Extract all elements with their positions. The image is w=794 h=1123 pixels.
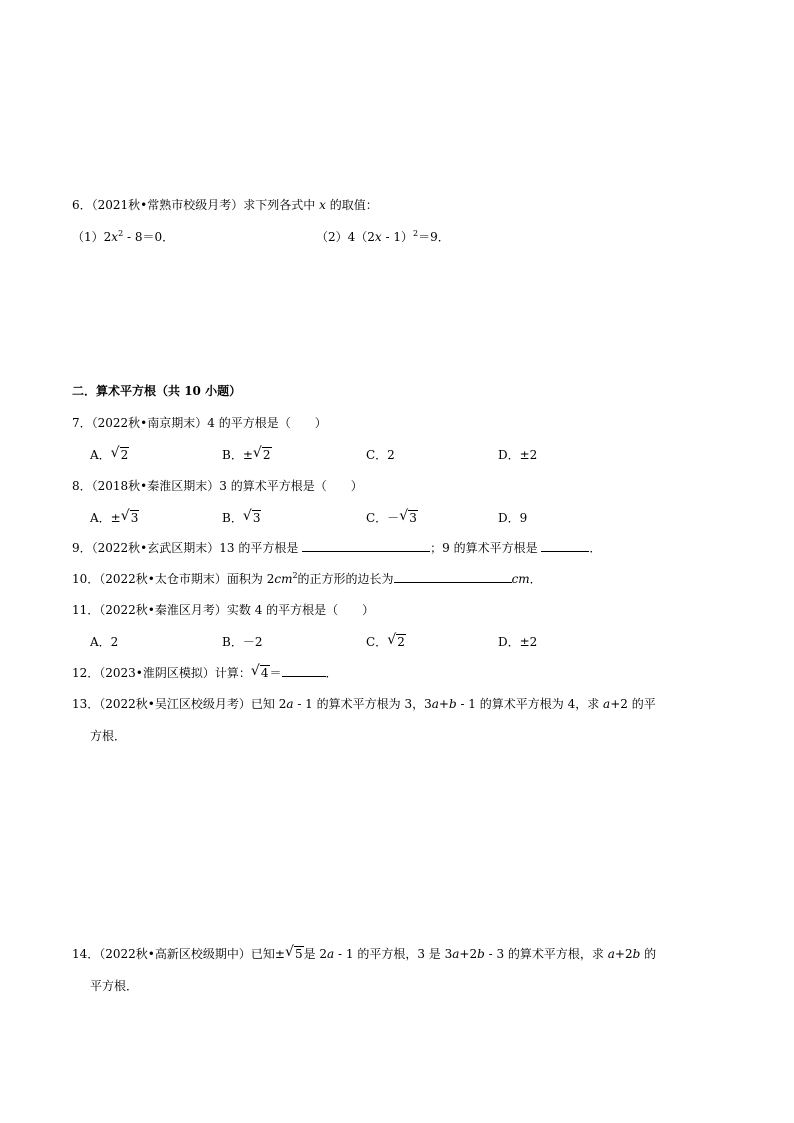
q13-b: - 1 的算术平方根为 3，3 bbox=[293, 697, 432, 711]
q6-number: 6． bbox=[72, 198, 92, 212]
q14-e: - 3 的算术平方根，求 bbox=[484, 947, 608, 961]
q11-option-d bbox=[498, 633, 537, 651]
question-11 bbox=[72, 601, 374, 619]
q8-b-radicand: 3 bbox=[252, 511, 261, 525]
q8-text: 8．（2018秋•秦淮区期末）3 的算术平方根是（ ） bbox=[72, 479, 363, 493]
q9-blank-2[interactable] bbox=[541, 539, 589, 552]
section-2-heading bbox=[72, 382, 241, 400]
q8-b-label: B． bbox=[222, 511, 243, 525]
q11-a: A．2 bbox=[90, 635, 119, 649]
q12-text-c: ． bbox=[325, 666, 338, 680]
q6-p1-sup: 2 bbox=[118, 229, 124, 238]
question-8 bbox=[72, 477, 363, 495]
q11-b: B．－2 bbox=[222, 635, 263, 649]
sqrt-symbol: √ 5 bbox=[284, 944, 303, 961]
q13-line-2 bbox=[90, 727, 126, 745]
sqrt-symbol: √ 3 bbox=[399, 508, 417, 525]
q13-var-a2: a bbox=[431, 697, 439, 711]
q8-option-a bbox=[90, 509, 139, 527]
q8-a-radicand: 3 bbox=[130, 511, 139, 525]
q6-p2-c: ＝9． bbox=[418, 230, 450, 244]
q7-option-c bbox=[366, 446, 395, 464]
q14-g: 的 bbox=[640, 947, 657, 961]
q13-e: +2 的平 bbox=[610, 697, 656, 711]
q14-var-a3: a bbox=[607, 947, 615, 961]
q6-p1-a: （1）2 bbox=[72, 230, 112, 244]
section-2-title-end: 小题） bbox=[200, 384, 242, 398]
q6-p2-a: （2）4（2 bbox=[316, 230, 375, 244]
sqrt-symbol: √ 4 bbox=[250, 663, 269, 680]
q11-option-c bbox=[366, 633, 406, 651]
q10-text-b: 的正方形的边长为 bbox=[297, 572, 394, 586]
q13-var-b: b bbox=[448, 697, 457, 711]
q13-d: - 1 的算术平方根为 4，求 bbox=[456, 697, 604, 711]
q6-part-1 bbox=[72, 228, 174, 248]
q6-p2-x: x bbox=[374, 230, 382, 244]
q8-option-d bbox=[498, 509, 527, 527]
q7-option-b bbox=[222, 446, 272, 464]
q7-a-label: A． bbox=[90, 448, 111, 462]
q7-d: D．±2 bbox=[498, 448, 538, 462]
sqrt-symbol: √ 3 bbox=[242, 508, 261, 525]
q10-text-c: ． bbox=[529, 572, 542, 586]
question-13 bbox=[72, 695, 656, 713]
q7-b-radicand: 2 bbox=[262, 448, 271, 462]
q10-unit-1: cm bbox=[274, 572, 293, 586]
sqrt-symbol: √ 2 bbox=[252, 445, 271, 462]
q14-c: - 1 的平方根，3 是 3 bbox=[334, 947, 453, 961]
q9-text-a: 9．（2022秋•玄武区期末）13 的平方根是 bbox=[72, 541, 303, 555]
q6-p2-sup: 2 bbox=[413, 229, 419, 238]
q14-var-b2: b bbox=[632, 947, 641, 961]
q6-source: （2021秋•常熟市校级月考） bbox=[91, 198, 244, 212]
q6-p1-x: x bbox=[111, 230, 119, 244]
q11-d: D．±2 bbox=[498, 635, 538, 649]
section-2-title: 二．算术平方根（共 bbox=[72, 384, 185, 398]
q12-text-a: 12．（2023•淮阴区模拟）计算： bbox=[72, 666, 251, 680]
q11-option-a bbox=[90, 633, 118, 651]
q8-option-b bbox=[222, 509, 261, 527]
q8-a-label: A．± bbox=[90, 511, 121, 525]
q7-option-a bbox=[90, 446, 129, 464]
q7-b-label: B．± bbox=[222, 448, 253, 462]
sqrt-symbol: √ 2 bbox=[387, 632, 405, 649]
q10-text-a: 10．（2022秋•太仓市期末）面积为 2 bbox=[72, 572, 275, 586]
q14-line-2 bbox=[90, 977, 138, 995]
q13-var-a1: a bbox=[286, 697, 294, 711]
q14-a: 14．（2022秋•高新区校级期中）已知± bbox=[72, 947, 285, 961]
q9-blank-1[interactable] bbox=[302, 539, 430, 552]
q11-option-b bbox=[222, 633, 262, 651]
q8-d: D．9 bbox=[498, 511, 528, 525]
q8-option-c bbox=[366, 509, 418, 527]
question-7 bbox=[72, 414, 327, 432]
q12-equals: ＝ bbox=[269, 666, 282, 680]
q9-text-b: ；9 的算术平方根是 bbox=[430, 541, 542, 555]
q6-p2-b: - 1） bbox=[381, 230, 414, 244]
q12-radicand: 4 bbox=[260, 666, 269, 680]
q7-c: C．2 bbox=[366, 448, 395, 462]
section-2-count: 10 bbox=[184, 384, 201, 398]
q8-c-radicand: 3 bbox=[409, 511, 417, 525]
q13-a: 13．（2022秋•吴江区校级月考）已知 2 bbox=[72, 697, 287, 711]
q8-c-label: C．－ bbox=[366, 511, 400, 525]
q7-option-d bbox=[498, 446, 537, 464]
q14-var-a2: a bbox=[452, 947, 460, 961]
q14-line2-text: 平方根． bbox=[90, 979, 139, 993]
question-9 bbox=[72, 539, 601, 557]
q14-var-a1: a bbox=[327, 947, 335, 961]
q7-a-radicand: 2 bbox=[120, 448, 129, 462]
q14-b: 是 2 bbox=[303, 947, 328, 961]
question-12 bbox=[72, 664, 338, 682]
sqrt-symbol: √ 2 bbox=[110, 445, 129, 462]
q7-text: 7．（2022秋•南京期末）4 的平方根是（ ） bbox=[72, 416, 327, 430]
q6-p1-b: - 8＝0． bbox=[123, 230, 175, 244]
q12-blank[interactable] bbox=[282, 664, 326, 677]
q13-line2-text: 方根． bbox=[90, 729, 127, 743]
q10-unit-2: cm bbox=[511, 572, 530, 586]
q13-c: + bbox=[438, 697, 449, 711]
question-6 bbox=[72, 196, 378, 214]
q10-blank[interactable] bbox=[394, 570, 512, 583]
q13-var-a3: a bbox=[603, 697, 611, 711]
q6-text-end: 的取值： bbox=[325, 198, 378, 212]
q14-var-b1: b bbox=[477, 947, 485, 961]
q14-d: +2 bbox=[459, 947, 478, 961]
q14-radicand: 5 bbox=[294, 947, 303, 961]
q6-var: x bbox=[319, 198, 326, 212]
question-10 bbox=[72, 570, 542, 590]
q11-c-radicand: 2 bbox=[397, 635, 405, 649]
sqrt-symbol: √ 3 bbox=[120, 508, 139, 525]
q10-sup: 2 bbox=[292, 571, 298, 580]
q14-f: +2 bbox=[614, 947, 633, 961]
q9-text-c: ． bbox=[589, 541, 602, 555]
q6-text: 求下列各式中 bbox=[243, 198, 320, 212]
q11-text: 11．（2022秋•秦淮区月考）实数 4 的平方根是（ ） bbox=[72, 603, 375, 617]
q6-part-2 bbox=[316, 228, 450, 248]
question-14 bbox=[72, 945, 656, 963]
q11-c-label: C． bbox=[366, 635, 388, 649]
